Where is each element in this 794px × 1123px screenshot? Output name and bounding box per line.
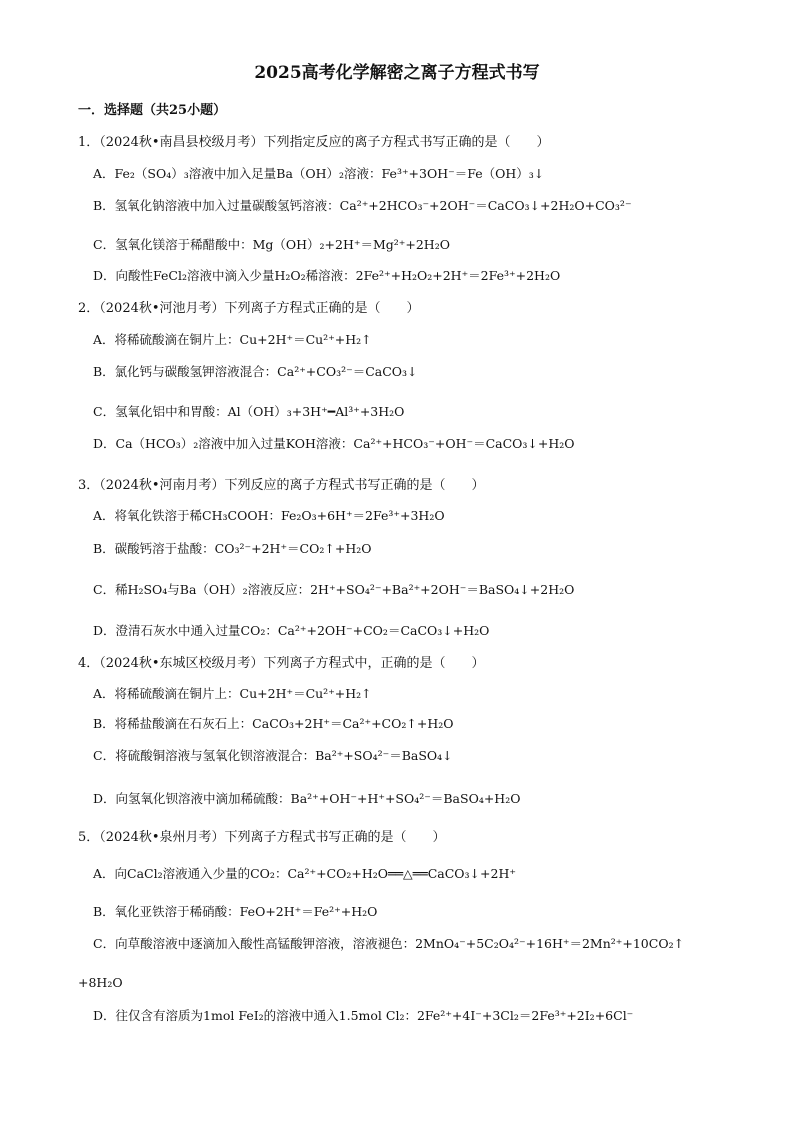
- question-4-option-a: A．将稀硫酸滴在铜片上：Cu+2H⁺＝Cu²⁺+H₂↑: [93, 686, 372, 701]
- question-4-option-d: D．向氢氧化钡溶液中滴加稀硫酸：Ba²⁺+OH⁻+H⁺+SO₄²⁻＝BaSO₄+H₂O: [93, 791, 521, 806]
- question-2-option-a: A．将稀硫酸滴在铜片上：Cu+2H⁺＝Cu²⁺+H₂↑: [93, 332, 372, 347]
- question-5-stem: 5．（2024秋•泉州月考）下列离子方程式书写正确的是（ ）: [78, 830, 446, 845]
- section-heading: 一．选择题（共25小题）: [78, 103, 227, 118]
- question-5-option-b: B．氧化亚铁溶于稀硝酸：FeO+2H⁺＝Fe²⁺+H₂O: [93, 904, 378, 919]
- question-4-option-b: B．将稀盐酸滴在石灰石上：CaCO₃+2H⁺＝Ca²⁺+CO₂↑+H₂O: [93, 716, 454, 731]
- question-3-option-b: B．碳酸钙溶于盐酸：CO₃²⁻+2H⁺＝CO₂↑+H₂O: [93, 541, 372, 556]
- question-5-option-a: A．向CaCl₂溶液通入少量的CO₂：Ca²⁺+CO₂+H₂O══△══CaCO₃↓+2H⁺: [93, 866, 516, 881]
- question-1-option-b: B．氢氧化钠溶液中加入过量碳酸氢钙溶液：Ca²⁺+2HCO₃⁻+2OH⁻＝CaCO₃↓+2H₂O+CO₃²⁻: [93, 198, 632, 213]
- question-1-option-d: D．向酸性FeCl₂溶液中滴入少量H₂O₂稀溶液：2Fe²⁺+H₂O₂+2H⁺＝2Fe³⁺+2H₂O: [93, 268, 561, 283]
- question-1-stem: 1．（2024秋•南昌县校级月考）下列指定反应的离子方程式书写正确的是（ ）: [78, 135, 550, 150]
- question-3-stem: 3．（2024秋•河南月考）下列反应的离子方程式书写正确的是（ ）: [78, 478, 485, 493]
- question-2-option-d: D．Ca（HCO₃）₂溶液中加入过量KOH溶液：Ca²⁺+HCO₃⁻+OH⁻＝CaCO₃↓+H₂O: [93, 436, 575, 451]
- question-2-option-b: B．氯化钙与碳酸氢钾溶液混合：Ca²⁺+CO₃²⁻＝CaCO₃↓: [93, 364, 418, 379]
- question-4-stem: 4．（2024秋•东城区校级月考）下列离子方程式中，正确的是（ ）: [78, 656, 485, 671]
- question-1-option-a: A．Fe₂（SO₄）₃溶液中加入足量Ba（OH）₂溶液：Fe³⁺+3OH⁻＝Fe（OH）₃↓: [93, 166, 545, 181]
- question-3-option-a: A．将氧化铁溶于稀CH₃COOH：Fe₂O₃+6H⁺＝2Fe³⁺+3H₂O: [93, 508, 445, 523]
- question-2-stem: 2．（2024秋•河池月考）下列离子方程式正确的是（ ）: [78, 301, 420, 316]
- question-5-option-c: C．向草酸溶液中逐滴加入酸性高锰酸钾溶液，溶液褪色：2MnO₄⁻+5C₂O₄²⁻+16H⁺＝2Mn²⁺+10CO₂↑: [93, 936, 685, 951]
- question-5-option-c-continued: +8H₂O: [78, 975, 123, 990]
- page-title: 2025高考化学解密之离子方程式书写: [254, 63, 540, 83]
- question-4-option-c: C．将硫酸铜溶液与氢氧化钡溶液混合：Ba²⁺+SO₄²⁻＝BaSO₄↓: [93, 748, 453, 763]
- question-3-option-c: C．稀H₂SO₄与Ba（OH）₂溶液反应：2H⁺+SO₄²⁻+Ba²⁺+2OH⁻＝BaSO₄↓+2H₂O: [93, 582, 575, 597]
- question-2-option-c: C．氢氧化铝中和胃酸：Al（OH）₃+3H⁺━Al³⁺+3H₂O: [93, 404, 405, 419]
- question-5-option-d: D．往仅含有溶质为1mol FeI₂的溶液中通入1.5mol Cl₂：2Fe²⁺+4I⁻+3Cl₂＝2Fe³⁺+2I₂+6Cl⁻: [93, 1008, 634, 1023]
- question-1-option-c: C．氢氧化镁溶于稀醋酸中：Mg（OH）₂+2H⁺＝Mg²⁺+2H₂O: [93, 237, 450, 252]
- question-3-option-d: D．澄清石灰水中通入过量CO₂：Ca²⁺+2OH⁻+CO₂＝CaCO₃↓+H₂O: [93, 623, 490, 638]
